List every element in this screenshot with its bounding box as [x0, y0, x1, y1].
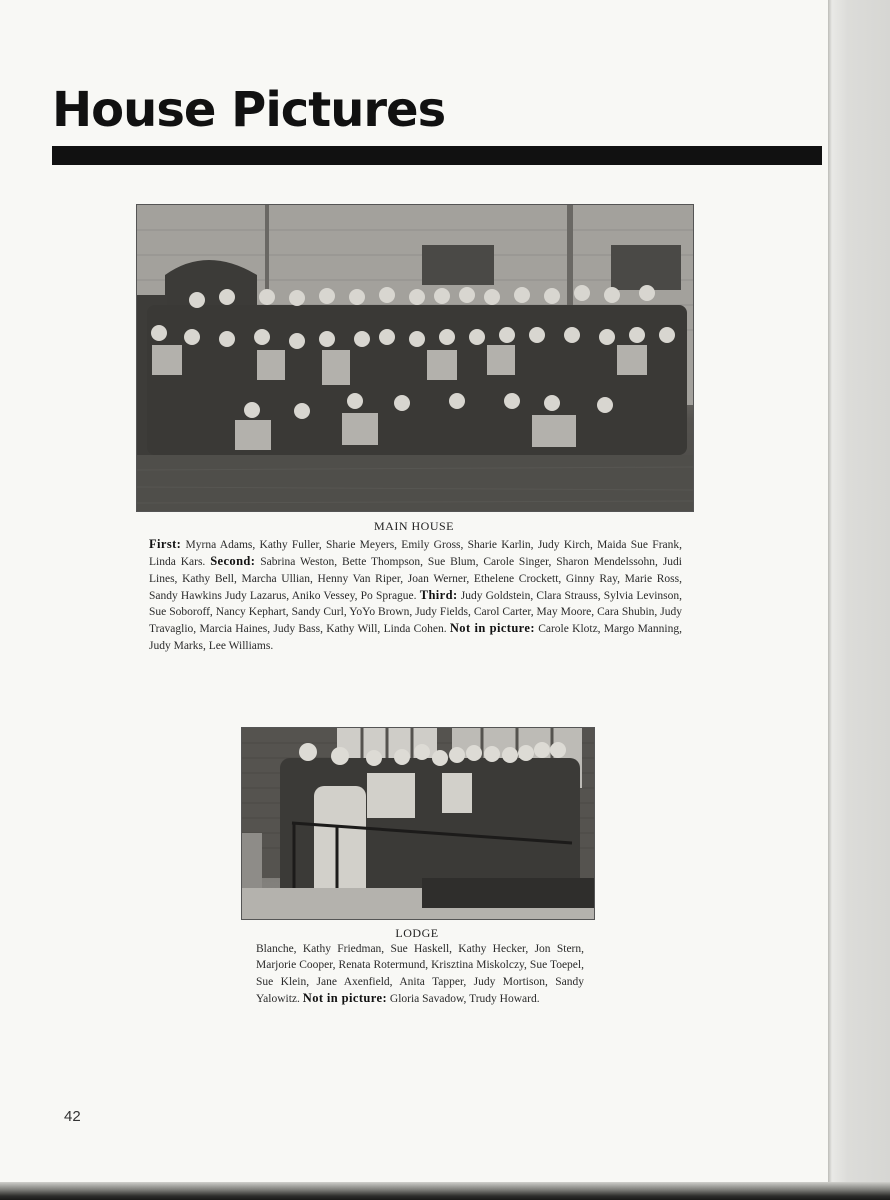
- title-rule: [52, 146, 822, 165]
- lodge-not-in-picture-names: Gloria Savadow, Trudy Howard.: [387, 992, 540, 1005]
- lodge-caption-title: LODGE: [395, 926, 439, 940]
- main-house-photo: [136, 204, 694, 512]
- main-house-caption: [149, 536, 682, 654]
- main-not-in-picture-label: Not in picture:: [449, 621, 535, 636]
- page-number: 42: [64, 1108, 81, 1125]
- book-bottom-edge: [0, 1182, 890, 1200]
- book-binding: [828, 0, 890, 1200]
- lodge-photo-art: [242, 728, 594, 919]
- second-row-names: Sabrina Weston, Bette Thompson, Sue Blum, Carole Singer, Sharon Mendelssohn, Judi Lines, Kathy Bell, Marcha Ullian, Henny Van Riper, Joan Werner, Ethelene Crockett, Ginny Ray, Marie Ross, Sandy Hawkins Judy Lazarus, Aniko Vessey, Po Sprague.: [149, 556, 682, 602]
- first-row-names: Myrna Adams, Kathy Fuller, Sharie Meyers, Emily Gross, Sharie Karlin, Judy Kirch, Maida Sue Frank, Linda Kars.: [149, 539, 682, 569]
- first-row-label: First:: [149, 537, 182, 551]
- second-row-label: Second:: [210, 554, 256, 569]
- third-row-names: Judy Goldstein, Clara Strauss, Sylvia Levinson, Sue Soboroff, Nancy Kephart, Sandy Curl, YoYo Brown, Judy Fields, Carol Carter, May Moore, Cara Shubin, Judy Travaglio, Marcia Haines, Judy Bass, Kathy Will, Linda Cohen.: [149, 589, 682, 636]
- main-house-photo-art: [137, 205, 693, 511]
- lodge-names: Blanche, Kathy Friedman, Sue Haskell, Kathy Hecker, Jon Stern, Marjorie Cooper, Renata Rotermund, Krisztina Miskolczy, Sue Toepel, Sue Klein, Jane Axenfield, Anita Tapper, Judy Mortison, Sandy Yalowitz.: [256, 943, 584, 1005]
- lodge-caption: [256, 941, 584, 1007]
- main-house-caption-title: MAIN HOUSE: [374, 519, 454, 533]
- lodge-photo: [241, 727, 595, 920]
- main-not-in-picture-names: Carole Klotz, Margo Manning, Judy Marks, Lee Williams.: [149, 623, 682, 652]
- third-row-label: Third:: [419, 587, 458, 602]
- page-title: House Pictures: [52, 82, 446, 138]
- lodge-not-in-picture-label: Not in picture:: [302, 990, 388, 1005]
